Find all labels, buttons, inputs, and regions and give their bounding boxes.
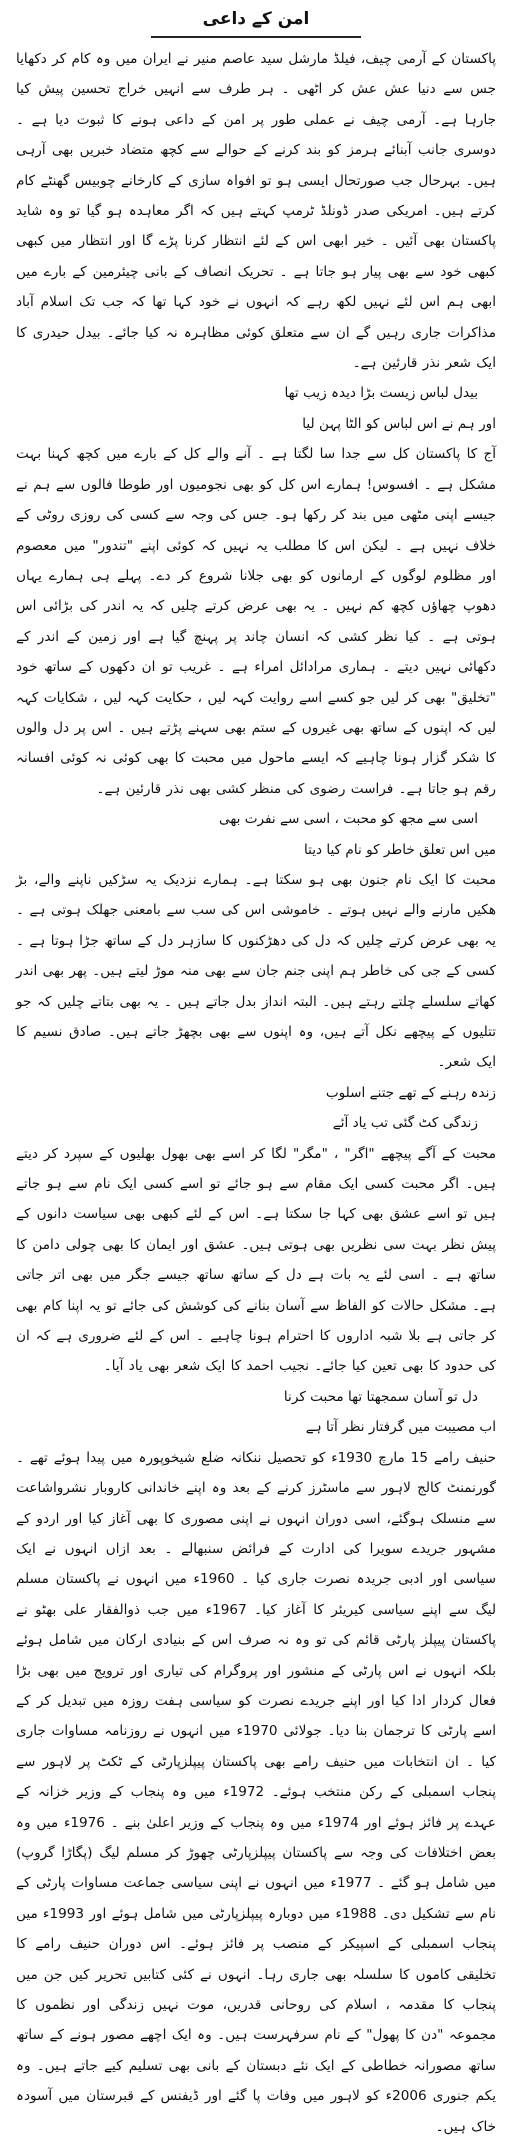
title-underline xyxy=(151,36,361,38)
verse-3-line-1: زندہ رہنے کے تھے جتنے اسلوب xyxy=(325,1084,496,1101)
verse-2-line-2: میں اس تعلق خاطر کو نام کیا دیتا xyxy=(303,841,496,858)
paragraph-3: محبت کا ایک نام جنون بھی ہو سکتا ہے۔ ہمارے نزدیک یہ سڑکیں ناپنے والے، بڑ ھکیں مارنے والے نہیں ہوتے ۔ خاموشی اس کی سب سے بامعنی جھلک ہوتی ہے ۔ یہ بھی عرض کرتے چلیں کہ دل کی دھڑکنوں کا سازہر دل کے ساتھ جڑا ہوتا ہے ۔ کسی کے جی کی خاطر ہم اپنی جنم جان سے بھی منہ موڑ لیتے ہیں۔ پھر بھی اندر کھاتے سلسلے چلتے رہتے ہیں۔ البتہ انداز بدل جاتے ہیں ۔ یہ بھی بتاتے چلیں کہ جو تتلیوں کے پیچھے نکل آتے ہیں، وہ اپنوں سے بھی بچھڑ جاتے ہیں۔ صادق نسیم کا ایک شعر۔ xyxy=(16,871,496,1071)
paragraph-4: محبت کے آگے پیچھے "اگر" ، "مگر" لگا کر اسے بھی بھول بھلیوں کے سپرد کر دیتے ہیں۔ اگر محبت کسی ایک مقام سے ہو جائے تو اسے کسی ایک نام سے ہو جاتے ہیں تو اسے عشق بھی کہا جا سکتا ہے۔ اس کے لئے کبھی بھی سیاست دانوں کے پیش نظر بہت سی نظریں بھی ہوتی ہیں۔ عشق اور ایمان کا بھی چولی دامن کا ساتھ ہے ۔ اسی لئے یہ بات ہے دل کے ساتھ ساتھ جیسے جگر میں بھی اتر جاتی ہے۔ مشکل حالات کو الفاظ سے آسان بنانے کی کوشش کی جائے تو یہ اپنا کام بھی کر جاتی ہے بلا شبہ اداروں کا احترام ہونا چاہیے ۔ اس کے لئے ضروری ہے کہ ان کی حدود کا بھی تعین کیا جائے۔ نجیب احمد کا ایک شعر بھی یاد آیا۔ xyxy=(16,1145,496,1375)
article-title: امن کے داعی xyxy=(202,9,310,29)
verse-1-line-1: بیدل لباس زیست بڑا دیدہ زیب تھا xyxy=(284,385,478,402)
verse-1-line-2: اور ہم نے اس لباس کو الٹا پہن لیا xyxy=(302,415,496,432)
paragraph-2: آج کا پاکستان کل سے جدا سا لگتا ہے ۔ آنے والے کل کے بارے میں کچھ کہنا بہت مشکل ہے ۔ افسوس! ہمارے اس کل کو بھی نجومیوں اور طوطا فالوں سے ہم نے جیسے اپنی مٹھی میں بند کر رکھا ہو۔ جس کی وجہ سے کسی کی روزی روٹی کے خلاف نہیں ہے ۔ لیکن اس کا مطلب یہ نہیں کہ کوئی اپنے "تندور" میں معصوم اور مظلوم لوگوں کے ارمانوں کو بھی جلانا شروع کر دے۔ پہلے ہی ہمارے یہاں دھوپ چھاؤں کچھ کم نہیں ۔ یہ بھی عرض کرتے چلیں کہ یہ اندر کی بڑائی اس ہوتی ہے ۔ کیا نظر کشی کہ انسان چاند پر پہنچ گیا ہے اور زمین کے اندر کے دکھائی نہیں دیتے ۔ ہماری مرادائل امراء ہے ۔ غریب تو ان دکھوں کے ساتھ خود "تخلیق" بھی کر لیں جو کسے اسے روایت کہہ لیں ، حکایت کہہ لیں ، شکایات کہہ لیں کہ اپنوں کے ساتھ بھی غیروں کے ستم بھی سہنے پڑتے ہیں ۔ اس پر دل والوں کا شکر گزار ہونا چاہیے کہ ایسے ماحول میں محبت کا بھی کوئی نہ کوئی افسانہ رقم ہو جاتا ہے۔ فراست رضوی کی منظر کشی بھی نذر قارئین ہے۔ xyxy=(16,446,496,797)
verse-3 xyxy=(16,1078,496,1139)
verse-2-line-1: اسی سے مجھ کو محبت ، اسی سے نفرت بھی xyxy=(219,811,478,828)
paragraph-5: حنیف رامے 15 مارچ 1930ء کو تحصیل ننکانہ ضلع شیخوپورہ میں پیدا ہوئے تھے ۔ گورنمنٹ کالج لاہور سے ماسٹرز کرنے کے بعد وہ اپنے خاندانی کاروبار نشرواشاعت سے منسلک ہوگئے، اسی دوران انہوں نے اپنی مصوری کا بھی آغاز کیا اور اردو کے مشہور جریدے سویرا کی ادارت کے فرائض سنبھالے ۔ بعد ازاں انہوں نے ایک سیاسی اور ادبی جریدہ نصرت جاری کیا ۔ 1960ء میں انہوں نے پاکستان مسلم لیگ سے اپنے سیاسی کیریئر کا آغاز کیا۔ 1967ء میں جب ذوالفقار علی بھٹو نے پاکستان پیپلز پارٹی قائم کی تو وہ نہ صرف اس کے بنیادی ارکان میں شامل ہوئے بلکہ انہوں نے اس پارٹی کے منشور اور پروگرام کی تیاری اور ترویج میں بھی بڑا فعال کردار ادا کیا اور اپنے جریدے نصرت کو سیاسی ہفت روزہ میں تبدیل کر کے اسے پارٹی کا ترجمان بنا دیا۔ جولائی 1970ء میں انہوں نے روزنامہ مساوات جاری کیا ۔ ان انتخابات میں حنیف رامے بھی پاکستان پیپلزپارٹی کے ٹکٹ پر لاہور سے پنجاب اسمبلی کے رکن منتخب ہوئے۔ 1972ء میں وہ پنجاب کے وزیر خزانہ کے عہدے پر فائز ہوئے اور 1974ء میں وہ پنجاب کے وزیر اعلیٰ بنے ۔ 1976ء میں وہ بعض اختلافات کی وجہ سے پاکستان پیپلزپارٹی چھوڑ کر مسلم لیگ (پگاڑا گروپ) میں شامل ہو گئے ۔ 1977ء میں انہوں نے اپنی سیاسی جماعت مساوات پارٹی کے نام سے تشکیل دی۔ 1988ء میں دوبارہ پیپلزپارٹی میں شامل ہوئے اور 1993ء میں پنجاب اسمبلی کے اسپیکر کے منصب پر فائز ہوئے۔ اس دوران حنیف رامے کا تخلیقی کاموں کا سلسلہ بھی جاری رہا۔ انہوں نے کئی کتابیں تحریر کیں جن میں پنجاب کا مقدمہ ، اسلام کی روحانی قدریں، موت نہیں زندگی اور نظموں کا مجموعہ "دن کا پھول" کے نام سرفہرست ہیں۔ وہ ایک اچھے مصور ہونے کے ساتھ ساتھ مصورانہ خطاطی کے ایک نئے دبستان کے بانی بھی تسلیم کیے جاتے ہیں۔ وہ یکم جنوری 2006ء کو لاہور میں وفات پا گئے اور ڈیفنس کے قبرستان میں آسودہ خاک ہیں۔ xyxy=(16,1449,497,2135)
verse-1 xyxy=(16,378,496,439)
verse-4-line-2: اب مصیبت میں گرفتار نظر آتا ہے xyxy=(305,1419,496,1436)
verse-4-line-1: دل تو آسان سمجھتا تھا محبت کرنا xyxy=(283,1388,478,1405)
paragraph-1: پاکستان کے آرمی چیف، فیلڈ مارشل سید عاصم منیر نے ایران میں وہ کام کر دکھایا جس سے دنیا عش عش کر اٹھی ۔ ہر طرف سے انہیں خراج تحسین پیش کیا جارہا ہے۔ آرمی چیف نے عملی طور پر امن کے داعی ہونے کا ثبوت دیا ہے ۔ دوسری جانب آبنائے ہرمز کو بند کرنے کے حوالے سے کچھ متضاد خبریں بھی آرہی ہیں۔ بہرحال جب صورتحال ایسی ہو تو افواہ سازی کے کارخانے چوبیس گھنٹے کام کرتے ہیں۔ امریکی صدر ڈونلڈ ٹرمپ کہتے ہیں کہ اگر معاہدہ ہو گیا تو وہ شاید پاکستان بھی آئیں ۔ خیر ابھی اس کے لئے انتظار کرنا پڑے گا اور انتظار میں کبھی کبھی خود سے بھی پیار ہو جاتا ہے ۔ تحریک انصاف کے بانی چیئرمین کے بارے میں ابھی ہم اس لئے نہیں لکھ رہے کہ انہوں نے خود کہا تھا کہ جب تک اسلام آباد مذاکرات جاری رہیں گے ان سے متعلق کوئی مظاہرہ نہ کیا جائے۔ بیدل حیدری کا ایک شعر نذر قارئین ہے۔ xyxy=(16,51,496,372)
verse-2 xyxy=(16,804,496,865)
verse-4 xyxy=(16,1382,496,1443)
verse-3-line-2: زندگی کٹ گئی تب یاد آئے xyxy=(332,1115,478,1132)
